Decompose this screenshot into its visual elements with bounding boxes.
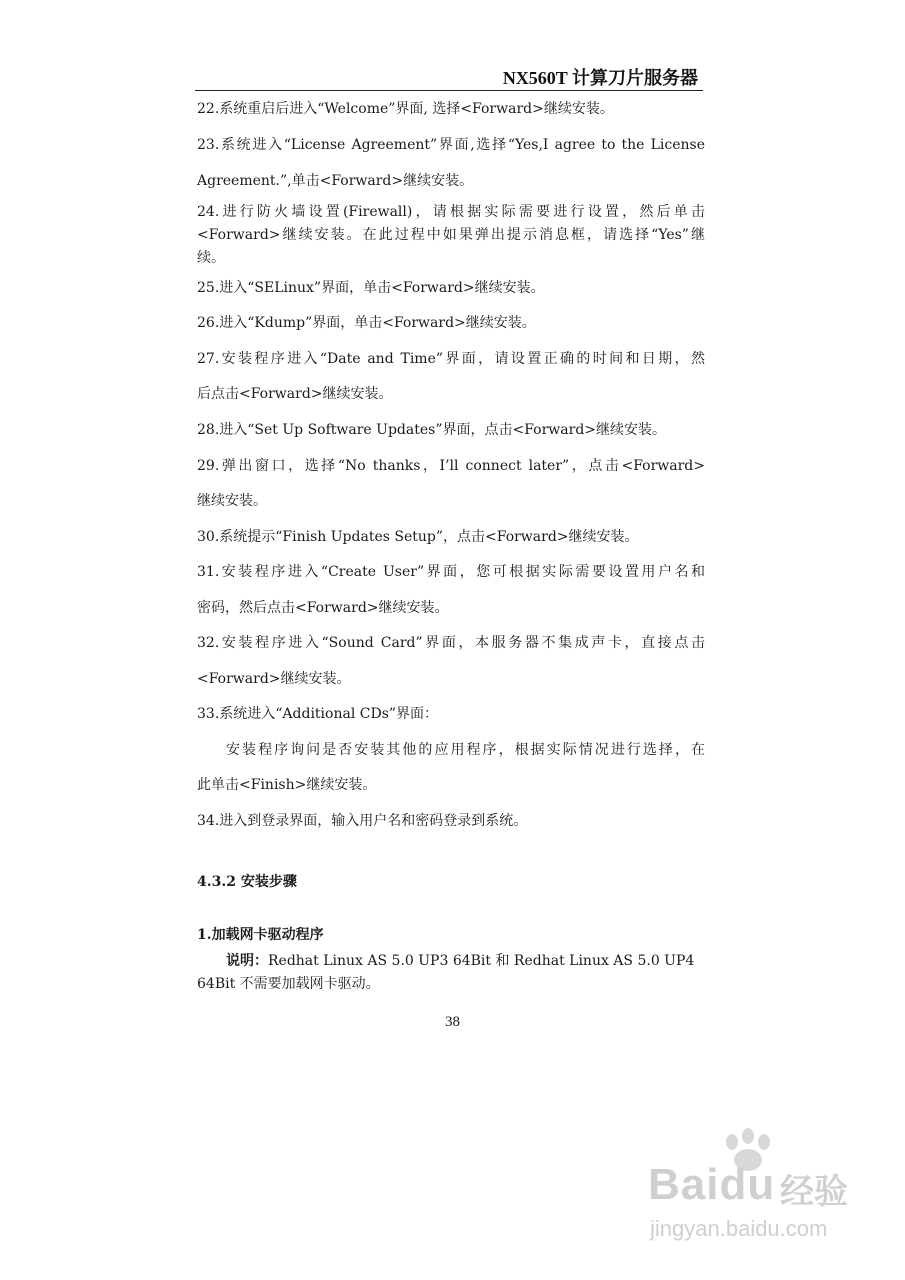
subsection-heading: 1.加载网卡驱动程序 bbox=[197, 927, 324, 943]
watermark-cn: 经验 bbox=[780, 1172, 848, 1212]
step-32-line2: <Forward>继续安装。 bbox=[197, 671, 351, 687]
note-line1 bbox=[226, 952, 694, 970]
step-29-line1: 29.弹出窗口，选择“No thanks，I’ll connect later”，点击<Forward> bbox=[197, 458, 705, 474]
step-29-line2: 继续安装。 bbox=[197, 493, 267, 509]
note-label: 说明： bbox=[226, 953, 268, 969]
step-28: 28.进入“Set Up Software Updates”界面，点击<Forward>继续安装。 bbox=[197, 422, 667, 438]
step-30: 30.系统提示“Finish Updates Setup”，点击<Forward>继续安装。 bbox=[197, 529, 639, 545]
step-33: 33.系统进入“Additional CDs”界面： bbox=[197, 706, 439, 722]
section-heading: 4.3.2 安装步骤 bbox=[197, 874, 297, 890]
step-23-line1: 23.系统进入“License Agreement”界面,选择“Yes,I agree to the License bbox=[197, 137, 705, 153]
step-33-detail-line2: 此单击<Finish>继续安装。 bbox=[197, 777, 377, 793]
note-text-1: Redhat Linux AS 5.0 UP3 64Bit 和 Redhat Linux AS 5.0 UP4 bbox=[268, 953, 695, 969]
step-27-line1: 27.安装程序进入“Date and Time”界面，请设置正确的时间和日期，然 bbox=[197, 351, 705, 367]
page-header-title: NX560T 计算刀片服务器 bbox=[502, 68, 698, 88]
header-rule bbox=[195, 90, 703, 91]
step-31-line2: 密码，然后点击<Forward>继续安装。 bbox=[197, 600, 449, 616]
step-25: 25.进入“SELinux”界面，单击<Forward>继续安装。 bbox=[197, 280, 545, 296]
step-33-detail-line1: 安装程序询问是否安装其他的应用程序，根据实际情况进行选择，在 bbox=[226, 742, 705, 758]
step-24-line2: <Forward>继续安装。在此过程中如果弹出提示消息框，请选择“Yes”继 bbox=[197, 227, 705, 243]
step-22: 22.系统重启后进入“Welcome”界面, 选择<Forward>继续安装。 bbox=[197, 101, 614, 117]
step-24-line1: 24.进行防火墙设置(Firewall)，请根据实际需要进行设置，然后单击 bbox=[197, 204, 705, 220]
page-number: 38 bbox=[445, 1014, 460, 1030]
step-31-line1: 31.安装程序进入“Create User”界面，您可根据实际需要设置用户名和 bbox=[197, 564, 705, 580]
step-34: 34.进入到登录界面，输入用户名和密码登录到系统。 bbox=[197, 813, 528, 829]
step-26: 26.进入“Kdump”界面，单击<Forward>继续安装。 bbox=[197, 315, 536, 331]
note-line2: 64Bit 不需要加载网卡驱动。 bbox=[197, 976, 380, 992]
step-27-line2: 后点击<Forward>继续安装。 bbox=[197, 386, 393, 402]
baidu-jingyan-watermark bbox=[640, 1120, 870, 1260]
step-24-line3: 续。 bbox=[197, 250, 225, 266]
watermark-url: jingyan.baidu.com bbox=[650, 1216, 828, 1241]
watermark-brand: Baidu bbox=[648, 1160, 776, 1209]
step-23-line2: Agreement.”,单击<Forward>继续安装。 bbox=[197, 173, 474, 189]
step-32-line1: 32.安装程序进入“Sound Card”界面，本服务器不集成声卡，直接点击 bbox=[197, 635, 705, 651]
